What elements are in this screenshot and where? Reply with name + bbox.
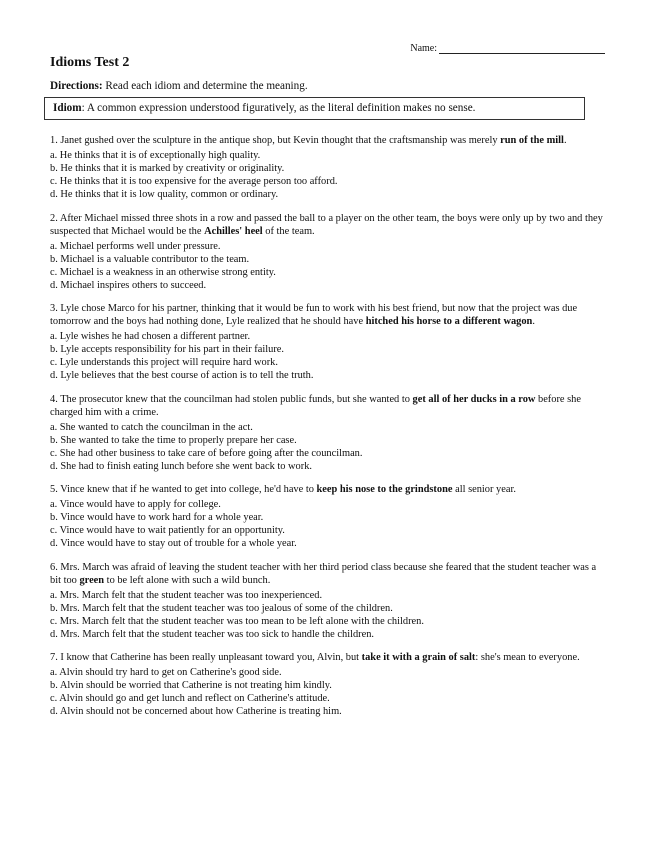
stem-text: 1. Janet gushed over the sculpture in the antique shop, but Kevin thought that the craftsmanship was merely — [50, 135, 501, 146]
name-label: Name: — [410, 43, 437, 54]
question-list — [50, 134, 606, 729]
question-stem — [50, 483, 606, 496]
question-3 — [50, 302, 606, 382]
answer-option-b: b. He thinks that it is marked by creativity or originality. — [50, 163, 285, 174]
answer-option-a: a. Vince would have to apply for college. — [50, 499, 221, 510]
directions-label: Directions: — [50, 80, 103, 92]
answer-option-d: d. Alvin should not be concerned about how Catherine is treating him. — [50, 706, 342, 717]
answer-option-c: c. Vince would have to wait patiently for an opportunity. — [50, 525, 285, 536]
answer-option-b: b. Vince would have to work hard for a whole year. — [50, 512, 264, 523]
stem-text-end: to be left alone with such a wild bunch. — [104, 574, 271, 586]
idiom-phrase: get all of her ducks in a row — [412, 393, 536, 405]
idiom-phrase: Achilles' heel — [204, 225, 263, 237]
stem-text: 2. After Michael missed three shots in a row and passed the ball to a player on the other team, the boys were only up by two and they suspected that Michael would be the — [50, 212, 603, 237]
stem-text-end: all senior year. — [452, 484, 516, 495]
stem-text: 4. The prosecutor knew that the councilman had stolen public funds, but she wanted to — [50, 393, 413, 405]
stem-text: 5. Vince knew that if he wanted to get into college, he'd have to — [50, 484, 317, 495]
answer-option-b: b. Alvin should be worried that Catherine is not treating him kindly. — [50, 680, 332, 691]
answer-option-a: a. She wanted to catch the councilman in the act. — [50, 421, 253, 433]
question-stem — [50, 212, 606, 238]
question-stem — [50, 134, 606, 147]
answer-option-b: b. Michael is a valuable contributor to the team. — [50, 253, 250, 265]
answer-option-c: c. She had other business to take care of before going after the councilman. — [50, 447, 363, 459]
stem-text-end: : she's mean to everyone. — [475, 652, 580, 663]
idiom-label: Idiom — [53, 102, 82, 114]
idiom-phrase: run of the mill — [500, 135, 564, 146]
answer-option-c: c. Alvin should go and get lunch and reflect on Catherine's attitude. — [50, 693, 330, 704]
name-field — [410, 43, 605, 54]
stem-text: 7. I know that Catherine has been really unpleasant toward you, Alvin, but — [50, 652, 362, 663]
answer-option-b: b. Mrs. March felt that the student teacher was too jealous of some of the children. — [50, 602, 393, 614]
idiom-phrase: keep his nose to the grindstone — [316, 484, 453, 495]
question-7 — [50, 651, 606, 718]
answer-option-c: c. Michael is a weakness in an otherwise strong entity. — [50, 266, 276, 278]
answer-option-d: d. Vince would have to stay out of trouble for a whole year. — [50, 538, 297, 549]
directions-text: Read each idiom and determine the meaning. — [102, 80, 308, 92]
stem-text-end: . — [532, 316, 535, 327]
question-stem — [50, 561, 606, 587]
stem-text-end: of the team. — [262, 225, 315, 237]
idiom-phrase: take it with a grain of salt — [361, 652, 476, 663]
idiom-definition-box — [44, 97, 585, 120]
answer-option-a: a. Mrs. March felt that the student teacher was too inexperienced. — [50, 589, 323, 601]
idiom-definition-text: : A common expression understood figuratively, as the literal definition makes no sense. — [81, 102, 476, 114]
question-2 — [50, 212, 606, 292]
answer-option-d: d. He thinks that it is low quality, common or ordinary. — [50, 189, 279, 200]
name-blank-line — [439, 44, 605, 54]
question-6 — [50, 561, 606, 641]
stem-text: 6. Mrs. March was afraid of leaving the student teacher with her third period class because she feared that the student teacher was a bit too — [50, 561, 597, 586]
answer-option-d: d. Mrs. March felt that the student teacher was too sick to handle the children. — [50, 628, 375, 640]
stem-text-end: before she charged him with a crime. — [50, 393, 581, 418]
answer-option-d: d. Lyle believes that the best course of action is to tell the truth. — [50, 370, 314, 381]
directions — [50, 80, 308, 92]
answer-option-d: d. She had to finish eating lunch before she went back to work. — [50, 460, 313, 472]
answer-option-b: b. She wanted to take the time to properly prepare her case. — [50, 434, 297, 446]
answer-option-c: c. Mrs. March felt that the student teacher was too mean to be left alone with the children. — [50, 615, 424, 627]
answer-option-b: b. Lyle accepts responsibility for his part in their failure. — [50, 344, 285, 355]
idiom-phrase: green — [79, 574, 105, 586]
stem-text-end: . — [563, 135, 567, 146]
question-stem — [50, 651, 606, 664]
answer-option-c: c. He thinks that it is too expensive for the average person too afford. — [50, 176, 338, 187]
question-4 — [50, 393, 606, 473]
stem-text: 3. Lyle chose Marco for his partner, thinking that it would be fun to work with his best friend, but now that the project was due tomorrow and the boys had nothing done, Lyle realized that he should have — [50, 303, 578, 327]
page-title: Idioms Test 2 — [50, 55, 130, 70]
question-stem — [50, 393, 606, 419]
question-1 — [50, 134, 606, 201]
answer-option-a: a. He thinks that it is of exceptionally high quality. — [50, 150, 261, 161]
answer-option-a: a. Michael performs well under pressure. — [50, 240, 221, 252]
idiom-phrase: hitched his horse to a different wagon — [365, 316, 533, 327]
question-5 — [50, 483, 606, 550]
answer-option-c: c. Lyle understands this project will require hard work. — [50, 357, 278, 368]
question-stem — [50, 302, 606, 328]
answer-option-a: a. Lyle wishes he had chosen a different partner. — [50, 331, 251, 342]
answer-option-d: d. Michael inspires others to succeed. — [50, 279, 207, 291]
answer-option-a: a. Alvin should try hard to get on Catherine's good side. — [50, 667, 282, 678]
